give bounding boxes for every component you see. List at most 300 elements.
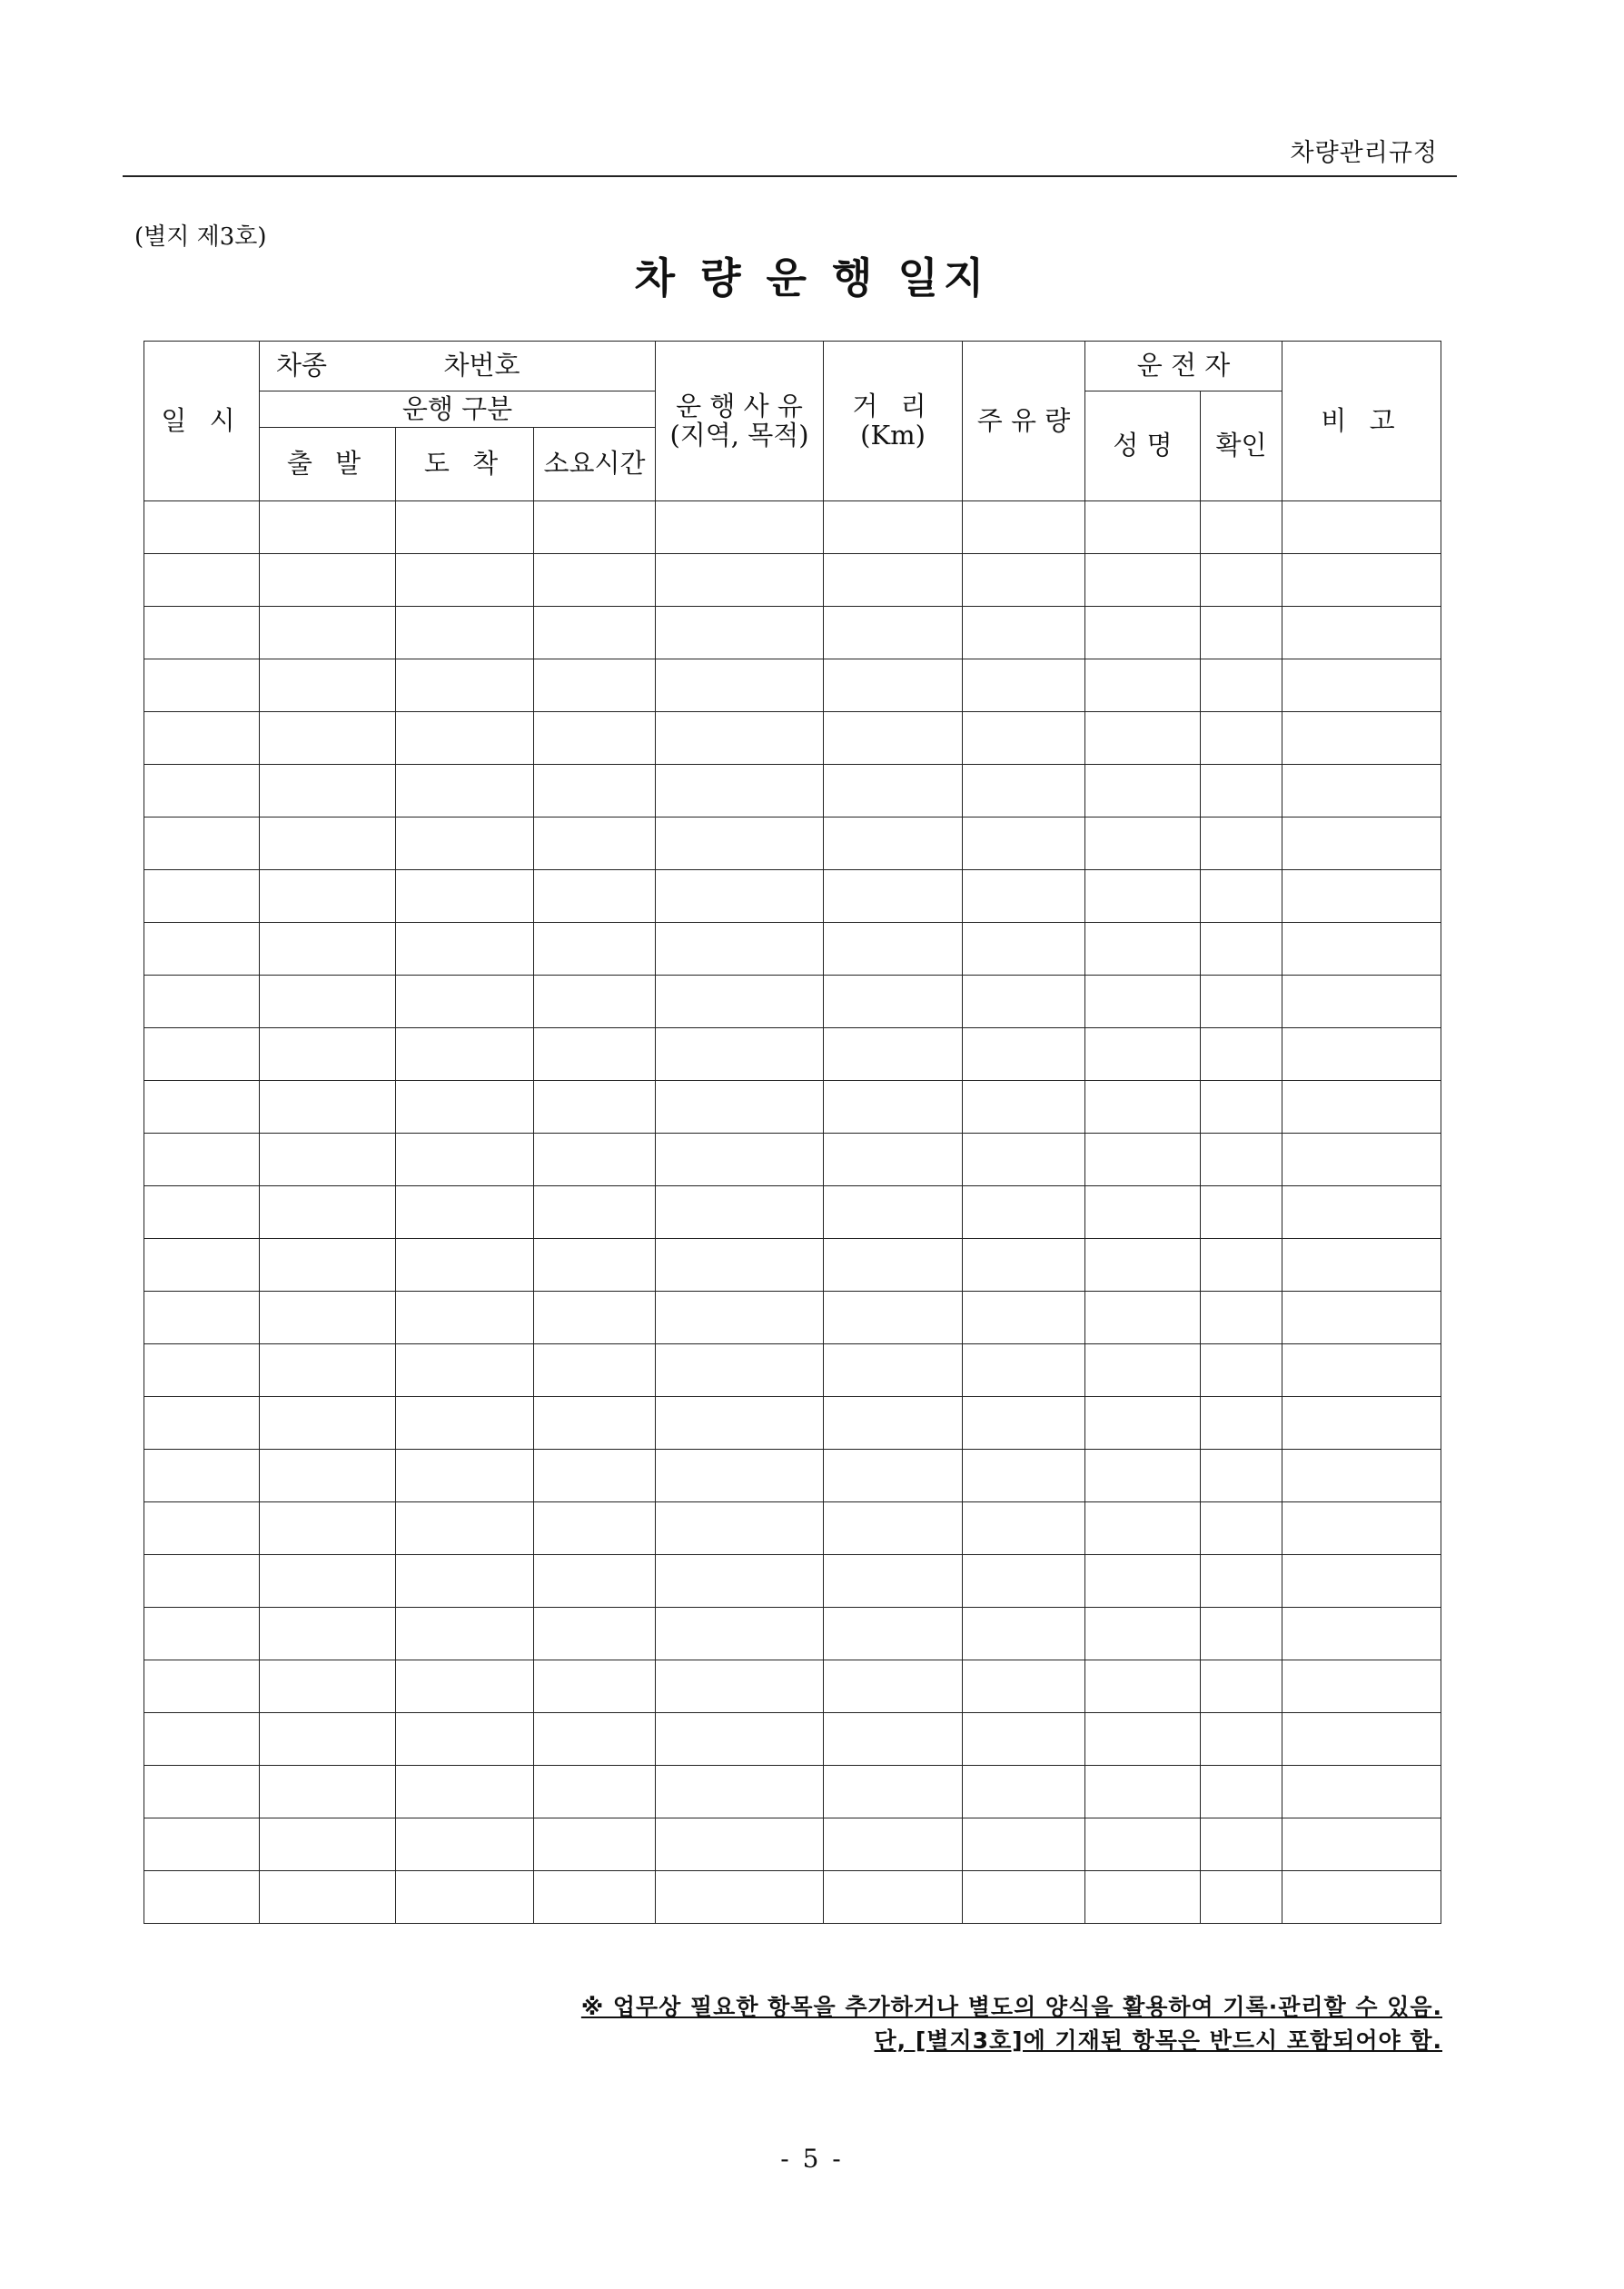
table-cell[interactable] [1085,1028,1201,1081]
table-cell[interactable] [1201,1713,1282,1766]
table-cell[interactable] [1085,1397,1201,1450]
table-cell[interactable] [260,1081,396,1134]
table-cell[interactable] [1282,1344,1441,1397]
table-cell[interactable] [824,1081,963,1134]
table-cell[interactable] [534,712,656,765]
table-cell[interactable] [1201,1818,1282,1871]
table-cell[interactable] [1201,976,1282,1028]
table-cell[interactable] [534,1186,656,1239]
table-cell[interactable] [1282,1028,1441,1081]
table-cell[interactable] [824,765,963,818]
table-cell[interactable] [534,923,656,976]
table-cell[interactable] [656,1292,824,1344]
header-departure: 출 발 [260,428,396,501]
table-cell[interactable] [144,1555,260,1608]
table-cell[interactable] [963,1292,1085,1344]
table-cell[interactable] [534,1344,656,1397]
table-row [144,1555,1441,1608]
table-cell[interactable] [1201,607,1282,659]
table-cell[interactable] [1201,765,1282,818]
table-cell[interactable] [1201,1186,1282,1239]
table-cell[interactable] [1282,1608,1441,1660]
table-cell[interactable] [1282,1134,1441,1186]
table-cell[interactable] [656,818,824,870]
table-row [144,1081,1441,1134]
table-cell[interactable] [1282,1081,1441,1134]
header-date-time: 일 시 [144,342,260,501]
table-cell[interactable] [963,712,1085,765]
table-cell[interactable] [824,1239,963,1292]
table-cell[interactable] [396,976,534,1028]
table-cell[interactable] [1085,1555,1201,1608]
table-row [144,1450,1441,1502]
table-cell[interactable] [1085,1134,1201,1186]
table-cell[interactable] [396,659,534,712]
table-cell[interactable] [260,818,396,870]
table-cell[interactable] [260,659,396,712]
table-cell[interactable] [1085,607,1201,659]
table-cell[interactable] [144,1239,260,1292]
table-cell[interactable] [1282,1502,1441,1555]
table-cell[interactable] [963,1766,1085,1818]
table-cell[interactable] [144,1502,260,1555]
table-cell[interactable] [1085,1871,1201,1924]
table-cell[interactable] [963,923,1085,976]
table-row [144,818,1441,870]
table-row [144,923,1441,976]
table-cell[interactable] [144,1766,260,1818]
table-cell[interactable] [534,1028,656,1081]
table-cell[interactable] [144,607,260,659]
table-cell[interactable] [144,1028,260,1081]
table-cell[interactable] [144,712,260,765]
table-cell[interactable] [144,1608,260,1660]
table-cell[interactable] [824,1766,963,1818]
table-cell[interactable] [824,1134,963,1186]
table-cell[interactable] [260,1292,396,1344]
table-cell[interactable] [1085,1766,1201,1818]
table-cell[interactable] [656,1186,824,1239]
table-cell[interactable] [260,1186,396,1239]
table-row [144,765,1441,818]
table-cell[interactable] [1201,712,1282,765]
table-cell[interactable] [1085,818,1201,870]
table-cell[interactable] [144,1186,260,1239]
table-cell[interactable] [824,1713,963,1766]
table-cell[interactable] [534,659,656,712]
table-cell[interactable] [534,1239,656,1292]
table-cell[interactable] [963,1608,1085,1660]
table-cell[interactable] [144,1344,260,1397]
table-cell[interactable] [396,1450,534,1502]
table-cell[interactable] [260,1608,396,1660]
table-cell[interactable] [260,607,396,659]
table-cell[interactable] [824,501,963,554]
table-cell[interactable] [1201,1028,1282,1081]
table-cell[interactable] [396,1292,534,1344]
table-cell[interactable] [144,818,260,870]
table-cell[interactable] [656,1502,824,1555]
table-cell[interactable] [656,1081,824,1134]
table-cell[interactable] [824,1818,963,1871]
table-cell[interactable] [1282,1871,1441,1924]
table-cell[interactable] [1282,1450,1441,1502]
table-cell[interactable] [1282,765,1441,818]
table-cell[interactable] [963,1186,1085,1239]
table-cell[interactable] [656,1397,824,1450]
table-cell[interactable] [824,1871,963,1924]
table-cell[interactable] [824,659,963,712]
table-cell[interactable] [534,870,656,923]
table-cell[interactable] [260,1344,396,1397]
table-cell[interactable] [1282,1766,1441,1818]
table-cell[interactable] [534,1660,656,1713]
table-cell[interactable] [260,870,396,923]
table-cell[interactable] [1085,1713,1201,1766]
table-cell[interactable] [260,1239,396,1292]
table-cell[interactable] [260,976,396,1028]
table-cell[interactable] [656,1450,824,1502]
table-cell[interactable] [656,1766,824,1818]
table-cell[interactable] [1085,1239,1201,1292]
table-cell[interactable] [534,1766,656,1818]
table-cell[interactable] [1282,659,1441,712]
table-cell[interactable] [260,1555,396,1608]
table-cell[interactable] [144,659,260,712]
table-cell[interactable] [656,1344,824,1397]
table-cell[interactable] [824,1608,963,1660]
table-cell[interactable] [1282,607,1441,659]
table-cell[interactable] [534,1555,656,1608]
header-vehicle [260,342,656,391]
table-cell[interactable] [144,1134,260,1186]
table-cell[interactable] [963,1081,1085,1134]
table-cell[interactable] [656,1028,824,1081]
table-row [144,976,1441,1028]
table-row [144,1766,1441,1818]
table-cell[interactable] [1085,554,1201,607]
table-cell[interactable] [824,1186,963,1239]
table-cell[interactable] [1201,1608,1282,1660]
table-cell[interactable] [963,659,1085,712]
table-cell[interactable] [1201,923,1282,976]
table-cell[interactable] [1201,1397,1282,1450]
table-cell[interactable] [396,1660,534,1713]
table-cell[interactable] [656,1871,824,1924]
table-cell[interactable] [1282,501,1441,554]
table-cell[interactable] [824,607,963,659]
table-cell[interactable] [1085,1344,1201,1397]
table-cell[interactable] [1201,818,1282,870]
header-vehicle-type: 차종 [276,350,328,382]
table-cell[interactable] [396,554,534,607]
table-cell[interactable] [1201,659,1282,712]
table-cell[interactable] [144,1450,260,1502]
table-cell[interactable] [260,1766,396,1818]
table-cell[interactable] [260,1660,396,1713]
table-cell[interactable] [1282,1397,1441,1450]
table-cell[interactable] [396,1239,534,1292]
table-cell[interactable] [963,1397,1085,1450]
table-cell[interactable] [534,554,656,607]
table-cell[interactable] [144,1081,260,1134]
table-cell[interactable] [1085,1186,1201,1239]
table-row [144,659,1441,712]
table-cell[interactable] [963,1344,1085,1397]
table-cell[interactable] [963,1818,1085,1871]
header-operation-category: 운행 구분 [260,391,656,428]
table-cell[interactable] [656,870,824,923]
table-cell[interactable] [396,870,534,923]
table-cell[interactable] [260,712,396,765]
table-cell[interactable] [656,923,824,976]
table-cell[interactable] [144,1713,260,1766]
table-cell[interactable] [260,765,396,818]
table-cell[interactable] [1282,1186,1441,1239]
table-cell[interactable] [1201,1450,1282,1502]
table-cell[interactable] [396,1766,534,1818]
table-cell[interactable] [396,1713,534,1766]
table-row [144,1818,1441,1871]
table-cell[interactable] [1201,1766,1282,1818]
table-cell[interactable] [963,607,1085,659]
table-cell[interactable] [144,1871,260,1924]
table-cell[interactable] [824,1397,963,1450]
table-cell[interactable] [144,1292,260,1344]
table-cell[interactable] [1201,1239,1282,1292]
table-cell[interactable] [656,1239,824,1292]
table-cell[interactable] [396,818,534,870]
table-cell[interactable] [963,554,1085,607]
table-cell[interactable] [963,1502,1085,1555]
table-cell[interactable] [144,1397,260,1450]
table-cell[interactable] [534,607,656,659]
table-row [144,1502,1441,1555]
table-row [144,1028,1441,1081]
header-arrival: 도 착 [396,428,534,501]
table-cell[interactable] [824,712,963,765]
table-cell[interactable] [963,1134,1085,1186]
table-cell[interactable] [1282,870,1441,923]
table-cell[interactable] [1085,923,1201,976]
table-cell[interactable] [1085,1660,1201,1713]
table-cell[interactable] [824,1660,963,1713]
table-cell[interactable] [260,1450,396,1502]
table-row [144,870,1441,923]
table-cell[interactable] [1282,923,1441,976]
table-cell[interactable] [963,1555,1085,1608]
table-cell[interactable] [396,923,534,976]
table-cell[interactable] [1282,712,1441,765]
table-cell[interactable] [824,923,963,976]
table-cell[interactable] [534,1713,656,1766]
table-cell[interactable] [656,712,824,765]
table-cell[interactable] [260,1134,396,1186]
table-cell[interactable] [260,1818,396,1871]
table-cell[interactable] [1201,1871,1282,1924]
table-cell[interactable] [1085,1502,1201,1555]
header-fuel: 주 유 량 [963,342,1085,501]
table-cell[interactable] [963,1450,1085,1502]
table-cell[interactable] [656,765,824,818]
table-cell[interactable] [1201,1344,1282,1397]
table-cell[interactable] [534,1292,656,1344]
table-cell[interactable] [396,1081,534,1134]
table-cell[interactable] [824,1555,963,1608]
table-cell[interactable] [144,1660,260,1713]
table-cell[interactable] [534,1871,656,1924]
header-distance-label: 거 리 [852,390,934,421]
table-cell[interactable] [1282,818,1441,870]
table-cell[interactable] [534,1134,656,1186]
table-cell[interactable] [260,1397,396,1450]
table-cell[interactable] [1085,1081,1201,1134]
table-cell[interactable] [396,1397,534,1450]
table-cell[interactable] [824,1292,963,1344]
table-cell[interactable] [963,1028,1085,1081]
table-cell[interactable] [1085,765,1201,818]
table-cell[interactable] [260,1502,396,1555]
table-cell[interactable] [824,554,963,607]
table-cell[interactable] [963,1871,1085,1924]
table-cell[interactable] [1282,1555,1441,1608]
table-cell[interactable] [396,607,534,659]
table-cell[interactable] [144,501,260,554]
table-cell[interactable] [656,1555,824,1608]
table-cell[interactable] [396,1186,534,1239]
table-cell[interactable] [656,607,824,659]
table-cell[interactable] [963,1713,1085,1766]
table-cell[interactable] [963,765,1085,818]
table-cell[interactable] [260,923,396,976]
table-cell[interactable] [1085,976,1201,1028]
table-cell[interactable] [534,1818,656,1871]
table-cell[interactable] [1201,501,1282,554]
table-cell[interactable] [1282,1818,1441,1871]
table-row [144,1608,1441,1660]
table-cell[interactable] [1201,1660,1282,1713]
table-cell[interactable] [1282,1239,1441,1292]
table-cell[interactable] [824,1450,963,1502]
table-cell[interactable] [396,1818,534,1871]
table-cell[interactable] [534,818,656,870]
table-cell[interactable] [260,501,396,554]
table-cell[interactable] [963,501,1085,554]
table-cell[interactable] [963,1660,1085,1713]
table-cell[interactable] [963,976,1085,1028]
table-cell[interactable] [534,501,656,554]
table-cell[interactable] [260,554,396,607]
page-title: 차 량 운 행 일지 [634,253,990,302]
table-cell[interactable] [656,976,824,1028]
table-cell[interactable] [824,976,963,1028]
table-cell[interactable] [1085,1608,1201,1660]
table-cell[interactable] [1282,1713,1441,1766]
table-cell[interactable] [656,1608,824,1660]
table-cell[interactable] [534,1397,656,1450]
table-cell[interactable] [1201,1292,1282,1344]
table-cell[interactable] [396,765,534,818]
table-cell[interactable] [1085,1292,1201,1344]
table-cell[interactable] [534,765,656,818]
table-cell[interactable] [144,923,260,976]
table-cell[interactable] [534,1608,656,1660]
table-cell[interactable] [1282,554,1441,607]
table-cell[interactable] [1201,1502,1282,1555]
table-cell[interactable] [396,501,534,554]
table-cell[interactable] [1282,1660,1441,1713]
table-cell[interactable] [656,1713,824,1766]
table-cell[interactable] [534,976,656,1028]
table-cell[interactable] [396,1608,534,1660]
table-cell[interactable] [396,1344,534,1397]
table-cell[interactable] [656,659,824,712]
table-cell[interactable] [396,1555,534,1608]
table-cell[interactable] [963,870,1085,923]
table-cell[interactable] [1201,1081,1282,1134]
table-cell[interactable] [963,818,1085,870]
table-cell[interactable] [144,765,260,818]
table-cell[interactable] [1085,659,1201,712]
table-cell[interactable] [260,1028,396,1081]
table-cell[interactable] [1085,1450,1201,1502]
table-cell[interactable] [1085,501,1201,554]
table-cell[interactable] [144,554,260,607]
table-cell[interactable] [534,1450,656,1502]
table-cell[interactable] [1085,870,1201,923]
table-cell[interactable] [534,1502,656,1555]
header-driver-name: 성 명 [1085,391,1201,501]
table-cell[interactable] [824,818,963,870]
table-row [144,1344,1441,1397]
table-cell[interactable] [824,1344,963,1397]
header-purpose [656,342,824,501]
table-cell[interactable] [824,1502,963,1555]
table-cell[interactable] [396,1502,534,1555]
table-cell[interactable] [534,1081,656,1134]
table-cell[interactable] [1282,1292,1441,1344]
page-number: - 5 - [780,2144,844,2174]
table-cell[interactable] [1201,554,1282,607]
table-cell[interactable] [396,1871,534,1924]
table-cell[interactable] [824,1028,963,1081]
table-cell[interactable] [656,501,824,554]
table-cell[interactable] [144,870,260,923]
table-cell[interactable] [144,976,260,1028]
table-cell[interactable] [396,1134,534,1186]
table-cell[interactable] [1085,712,1201,765]
table-cell[interactable] [963,1239,1085,1292]
table-cell[interactable] [824,870,963,923]
table-cell[interactable] [1085,1818,1201,1871]
table-cell[interactable] [1282,976,1441,1028]
table-cell[interactable] [1201,1134,1282,1186]
table-cell[interactable] [656,1134,824,1186]
table-cell[interactable] [1201,1555,1282,1608]
table-cell[interactable] [260,1713,396,1766]
table-cell[interactable] [656,1818,824,1871]
table-cell[interactable] [396,1028,534,1081]
running-header: 차량관리규정 [1290,139,1438,167]
table-cell[interactable] [260,1871,396,1924]
table-cell[interactable] [1201,870,1282,923]
table-row [144,1239,1441,1292]
table-cell[interactable] [396,712,534,765]
table-cell[interactable] [656,1660,824,1713]
table-row [144,1713,1441,1766]
table-cell[interactable] [656,554,824,607]
table-cell[interactable] [144,1818,260,1871]
